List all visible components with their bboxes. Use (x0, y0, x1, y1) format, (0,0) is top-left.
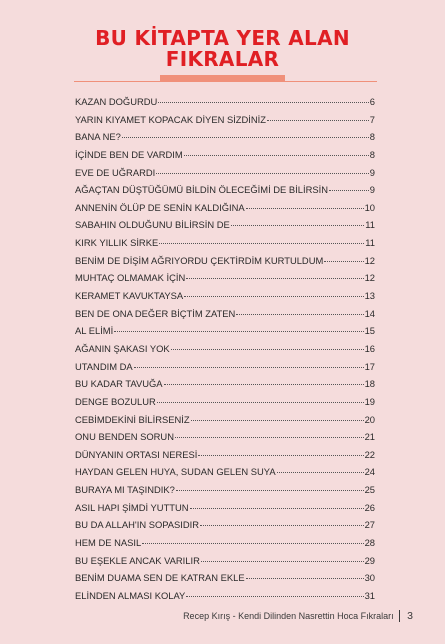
toc-dot-leader (156, 173, 369, 174)
toc-entry[interactable] (75, 396, 375, 414)
toc-entry[interactable] (75, 519, 375, 537)
toc-dot-leader (122, 137, 369, 138)
toc-entry-title: AĞAÇTAN DÜŞTÜĞÜMÜ BİLDİN ÖLECEĞİMİ DE BİLİRSİN (75, 184, 328, 196)
toc-dot-leader (164, 384, 364, 385)
toc-entry-title: KAZAN DOĞURDU (75, 96, 158, 107)
toc-entry-page: 17 (364, 360, 375, 372)
toc-entry-title: İÇİNDE BEN DE VARDIM (75, 148, 183, 160)
toc-dot-leader (142, 543, 363, 544)
toc-entry-page: 24 (364, 466, 375, 478)
toc-entry-page: 14 (364, 307, 375, 319)
toc-entry-page: 30 (364, 572, 375, 584)
toc-entry[interactable] (75, 537, 375, 555)
toc-entry-page: 9 (369, 166, 375, 178)
toc-entry[interactable] (75, 237, 375, 255)
toc-entry-page: 22 (364, 448, 375, 460)
toc-entry-page: 28 (364, 537, 375, 549)
page-title-line-1: BU KİTAPTA YER ALAN (95, 26, 350, 50)
toc-dot-leader (175, 437, 364, 438)
toc-dot-leader (114, 331, 363, 332)
toc-entry[interactable] (75, 484, 375, 502)
toc-entry[interactable] (75, 378, 375, 396)
toc-entry-title: BURAYA MI TAŞINDIK? (75, 484, 175, 496)
toc-entry-page: 31 (364, 589, 375, 601)
toc-entry[interactable] (75, 466, 375, 484)
toc-dot-leader (267, 120, 369, 121)
toc-entry[interactable] (75, 96, 375, 114)
toc-dot-leader (246, 578, 364, 579)
toc-entry[interactable] (75, 502, 375, 520)
toc-dot-leader (246, 208, 364, 209)
toc-entry-title: BU DA ALLAH'IN SOPASIDIR (75, 519, 200, 531)
toc-entry-title: BU KADAR TAVUĞA (75, 378, 163, 390)
toc-dot-leader (236, 314, 363, 315)
toc-dot-leader (184, 155, 369, 156)
page-title (0, 28, 445, 70)
toc-entry-title: AL ELİMİ (75, 325, 114, 337)
toc-dot-leader (186, 278, 363, 279)
toc-entry[interactable] (75, 219, 375, 237)
toc-entry-title: UTANDIM DA (75, 360, 133, 372)
toc-dot-leader (159, 243, 364, 244)
toc-entry[interactable] (75, 272, 375, 290)
toc-entry[interactable] (75, 167, 375, 185)
footer-separator (399, 610, 401, 622)
toc-entry[interactable] (75, 114, 375, 132)
toc-dot-leader (171, 349, 364, 350)
toc-entry-page: 10 (364, 201, 375, 213)
toc-entry-page: 18 (364, 378, 375, 390)
toc-entry-title: DENGE BOZULUR (75, 395, 156, 407)
toc-dot-leader (158, 102, 368, 103)
toc-dot-leader (277, 472, 364, 473)
toc-entry-title: KERAMET KAVUKTAYSA (75, 290, 184, 302)
toc-dot-leader (184, 296, 363, 297)
toc-entry[interactable] (75, 308, 375, 326)
toc-entry-page: 12 (364, 272, 375, 284)
toc-entry[interactable] (75, 325, 375, 343)
toc-entry-title: YARIN KIYAMET KOPACAK DİYEN SİZDİNİZ (75, 113, 267, 125)
toc-entry-page: 7 (369, 113, 375, 125)
toc-entry-page: 19 (364, 395, 375, 407)
toc-entry-title: MUHTAÇ OLMAMAK İÇİN (75, 272, 186, 284)
toc-entry-title: BANA NE? (75, 131, 121, 143)
toc-dot-leader (157, 402, 364, 403)
toc-entry-page: 8 (369, 131, 375, 143)
table-of-contents (75, 96, 375, 608)
toc-entry-page: 21 (364, 431, 375, 443)
toc-entry-page: 15 (364, 325, 375, 337)
toc-entry[interactable] (75, 131, 375, 149)
toc-entry-title: KIRK YILLIK SİRKE (75, 237, 159, 249)
toc-dot-leader (329, 190, 369, 191)
toc-dot-leader (198, 455, 363, 456)
toc-entry-title: HAYDAN GELEN HUYA, SUDAN GELEN SUYA (75, 466, 276, 478)
toc-entry-page: 20 (364, 413, 375, 425)
toc-entry[interactable] (75, 202, 375, 220)
toc-entry-title: BENİM DUAMA SEN DE KATRAN EKLE (75, 572, 245, 584)
toc-entry-page: 16 (364, 342, 375, 354)
toc-entry-page: 27 (364, 519, 375, 531)
toc-dot-leader (201, 561, 364, 562)
toc-dot-leader (191, 420, 364, 421)
toc-entry-page: 12 (364, 254, 375, 266)
toc-dot-leader (190, 508, 364, 509)
toc-dot-leader (200, 525, 364, 526)
toc-entry-page: 8 (369, 148, 375, 160)
toc-entry-page: 9 (369, 184, 375, 196)
toc-entry-page: 25 (364, 484, 375, 496)
toc-dot-leader (324, 261, 363, 262)
toc-entry[interactable] (75, 184, 375, 202)
toc-dot-leader (231, 225, 365, 226)
toc-entry-page: 26 (364, 501, 375, 513)
toc-entry[interactable] (75, 572, 375, 590)
toc-dot-leader (176, 490, 364, 491)
toc-entry-page: 29 (364, 554, 375, 566)
toc-entry[interactable] (75, 414, 375, 432)
toc-dot-leader (186, 596, 363, 597)
toc-entry[interactable] (75, 555, 375, 573)
toc-entry-title: EVE DE UĞRARDI (75, 166, 156, 178)
toc-entry-title: ELİNDEN ALMASI KOLAY (75, 589, 186, 601)
toc-entry[interactable] (75, 361, 375, 379)
page-title-line-2: FIKRALAR (165, 47, 280, 71)
toc-entry-page: 6 (369, 96, 375, 107)
toc-entry-page: 11 (365, 237, 375, 249)
toc-entry[interactable] (75, 255, 375, 273)
toc-entry-title: BEN DE ONA DEĞER BİÇTİM ZATEN (75, 307, 236, 319)
toc-entry-title: ONU BENDEN SORUN (75, 431, 174, 443)
toc-entry-title: BU EŞEKLE ANCAK VARILIR (75, 554, 200, 566)
toc-entry-title: ANNENİN ÖLÜP DE SENİN KALDIĞINA (75, 201, 245, 213)
footer-book-title: Recep Kırış - Kendi Dilinden Nasrettin Hoca Fıkraları (183, 611, 394, 621)
toc-entry-title: ASIL HAPI ŞİMDİ YUTTUN (75, 501, 189, 513)
toc-entry-page: 11 (365, 219, 375, 231)
toc-entry[interactable] (75, 290, 375, 308)
toc-entry-title: SABAHIN OLDUĞUNU BİLİRSİN DE (75, 219, 230, 231)
toc-entry[interactable] (75, 449, 375, 467)
toc-entry[interactable] (75, 431, 375, 449)
toc-entry-title: CEBİMDEKİNİ BİLİRSENİZ (75, 413, 190, 425)
page-footer (183, 610, 413, 622)
toc-entry-title: HEM DE NASIL (75, 537, 142, 549)
toc-entry-page: 13 (364, 290, 375, 302)
title-divider (74, 81, 377, 82)
toc-entry-title: AĞANIN ŞAKASI YOK (75, 342, 170, 354)
toc-entry-title: BENİM DE DİŞİM AĞRIYORDU ÇEKTİRDİM KURTULDUM (75, 254, 324, 266)
toc-entry-title: DÜNYANIN ORTASI NERESİ (75, 448, 198, 460)
footer-page-number: 3 (407, 610, 413, 622)
toc-entry[interactable] (75, 343, 375, 361)
toc-dot-leader (134, 367, 364, 368)
toc-entry[interactable] (75, 149, 375, 167)
toc-entry[interactable] (75, 590, 375, 608)
